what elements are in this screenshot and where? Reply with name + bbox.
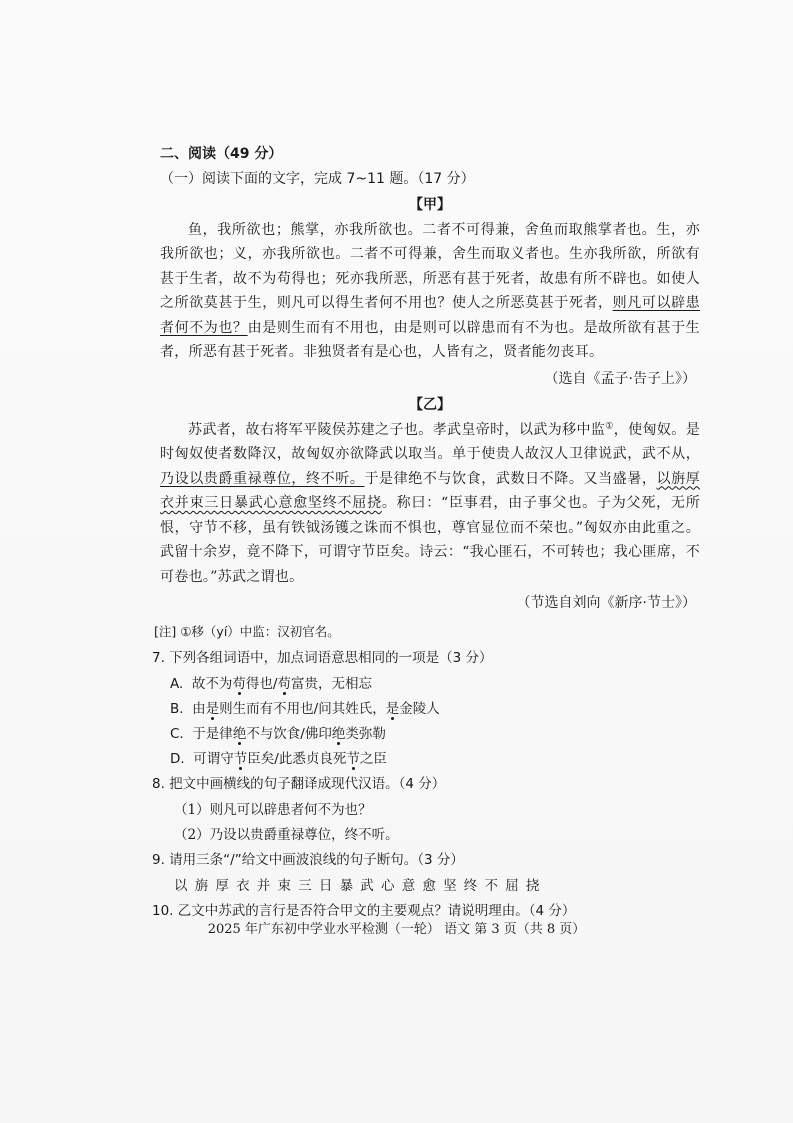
passage-yi-source: （节选自刘向《新序·节士》） — [516, 595, 696, 611]
reading-section — [152, 142, 701, 925]
jia-text-part1: 鱼，我所欲也；熊掌，亦我所欲也。二者不可得兼，舍鱼而取熊掌者也。生，亦我所欲也；义，亦我所欲也。二者不可得兼，舍生而取义者也。生亦我所欲，所欲有甚于生者，故不为苟得也；死亦我所恶，所恶有甚于死者，故患有所不辟也。如使人之所欲莫甚于生，则凡可以得生者何不用也？使人之所恶莫甚于死者， — [160, 221, 700, 311]
jia-text-part2: 由是则生而有不用也，由是则可以辟患而有不为也。是故所欲有甚于生者，所恶有甚于死者。非独贤者有是心也，人皆有之，贤者能勿丧耳。 — [160, 319, 700, 360]
q8-sentence-2: （2）乃设以贵爵重禄尊位，终不听。 — [174, 827, 399, 843]
yi-text-b: ，使匈奴。是时匈奴使者数降汉，故匈奴亦欲降武以取当。单于使贵人故汉人卫律说武，武不从， — [160, 421, 700, 462]
footnote: [注] ①移（yí）中监：汉初官名。 — [154, 623, 340, 639]
section-title: 二、阅读（49 分） — [160, 146, 283, 162]
q8-sentence-1: （1）则凡可以辟患者何不为也？ — [174, 802, 372, 818]
jia-underlined-sentence: 则凡可以辟患者何不为也？ — [160, 295, 700, 336]
q9-sentence: 以旃厚衣并束三日暴武心意愈坚终不屈挠 — [174, 878, 547, 894]
yi-text-c: 于是律绝不与饮食，武数日不降。又当盛暑， — [364, 470, 657, 487]
page-footer: 2025 年广东初中学业水平检测（一轮） 语文 第 3 页（共 8 页） — [207, 922, 586, 937]
question-8-stem: 8. 把文中画横线的句子翻译成现代汉语。（4 分） — [152, 776, 446, 792]
footnote-mark: ① — [605, 420, 614, 431]
yi-text-a: 苏武者，故右将军平陵侯苏建之子也。孝武皇帝时，以武为移中监 — [188, 421, 606, 438]
question-10-stem: 10. 乙文中苏武的言行是否符合甲文的主要观点？请说明理由。（4 分） — [152, 903, 576, 919]
passage-jia-source: （选自《孟子·告子上》） — [544, 370, 696, 387]
yi-underlined-sentence: 乃设以贵爵重禄尊位，终不听。 — [160, 470, 365, 487]
yi-wavy-sentence: 以旃厚衣并束三日暴武心意愈坚终不屈挠 — [160, 470, 701, 511]
q7-option-a: A. 故不为苟得也/苟富贵，无相忘 — [170, 676, 372, 692]
q7-option-b: B. 由是则生而有不用也/问其姓氏，是金陵人 — [170, 701, 440, 717]
passage-yi-head: 【乙】 — [409, 397, 451, 413]
section-subtitle: （一）阅读下面的文字，完成 7~11 题。（17 分） — [160, 170, 475, 187]
passage-yi-text — [160, 418, 700, 590]
question-7-stem: 7. 下列各组词语中，加点词语意思相同的一项是（3 分） — [152, 650, 493, 666]
q7-option-c: C. 于是律绝不与饮食/佛印绝类弥勒 — [170, 726, 386, 742]
passage-jia-text — [160, 218, 700, 365]
passage-jia-head: 【甲】 — [409, 197, 451, 213]
question-9-stem: 9. 请用三条“/”给文中画波浪线的句子断句。（3 分） — [152, 852, 464, 868]
yi-text-d: 。称曰：“臣事君，由子事父也。子为父死，无所恨，守节不移，虽有铁钺汤镬之诛而不惧也，尊官显位而不荣也。”匈奴亦由此重之。武留十余岁，竟不降下，可谓守节臣矣。诗云：“我心匪石，不可转也；我心匪席，不可卷也。”苏武之谓也。 — [160, 495, 700, 585]
q7-option-d: D. 可谓守节臣矣/此悉贞良死节之臣 — [170, 751, 387, 767]
